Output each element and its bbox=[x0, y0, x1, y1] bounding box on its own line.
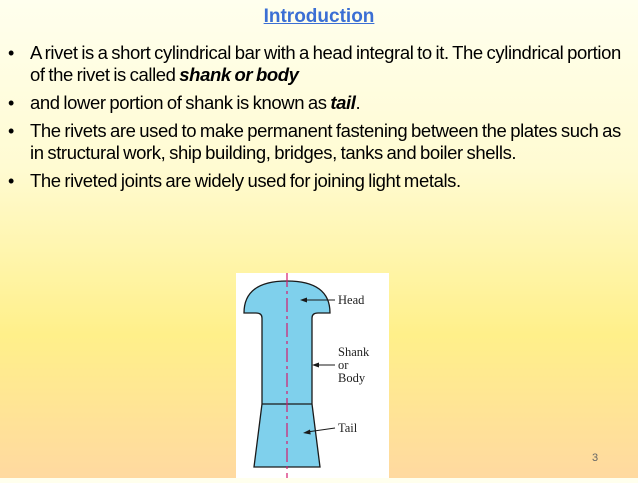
bullet-dot-icon: • bbox=[8, 93, 14, 113]
bullet-text: The rivets are used to make permanent fastening between the plates such as in structural work, ship building, bridges, tanks and boiler shells. bbox=[30, 120, 621, 163]
bullet-item bbox=[8, 170, 623, 192]
label-head: Head bbox=[338, 293, 365, 307]
bullet-text: The riveted joints are widely used for joining light metals. bbox=[30, 170, 461, 191]
bullet-text-tail: . bbox=[355, 92, 361, 113]
bullet-text: A rivet is a short cylindrical bar with a head integral to it. The cylindrical portion of the rivet is called bbox=[30, 42, 621, 85]
rivet-diagram bbox=[236, 273, 389, 478]
bullet-list bbox=[8, 42, 623, 198]
bullet-emphasis: tail bbox=[330, 92, 356, 113]
shank-arrow-icon bbox=[312, 363, 319, 368]
label-shank: Shank bbox=[338, 345, 370, 359]
bullet-item bbox=[8, 120, 623, 164]
page-number: 3 bbox=[592, 452, 599, 464]
bullet-item bbox=[8, 92, 623, 114]
rivet-drawing bbox=[236, 273, 389, 478]
bullet-emphasis: shank or body bbox=[179, 64, 299, 85]
bullet-dot-icon: • bbox=[8, 43, 14, 63]
bullet-dot-icon: • bbox=[8, 171, 14, 191]
label-body: Body bbox=[338, 371, 366, 385]
bullet-text: and lower portion of shank is known as bbox=[30, 92, 331, 113]
bullet-dot-icon: • bbox=[8, 121, 14, 141]
slide-title: Introduction bbox=[263, 6, 375, 27]
label-tail: Tail bbox=[338, 421, 358, 435]
bullet-item bbox=[8, 42, 623, 86]
label-or: or bbox=[338, 358, 349, 372]
